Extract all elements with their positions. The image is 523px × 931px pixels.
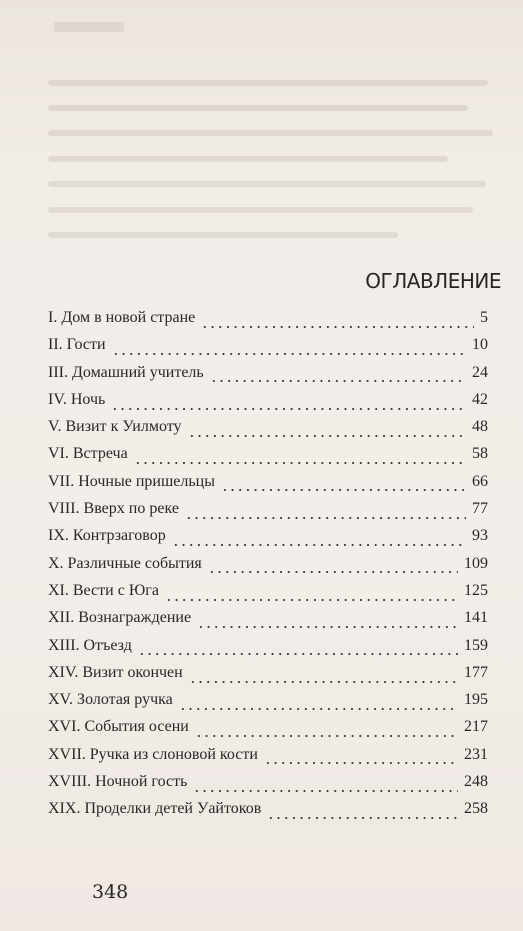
dot-leader bbox=[179, 708, 458, 710]
toc-entry bbox=[48, 637, 488, 664]
toc-entry-page: 77 bbox=[472, 500, 488, 518]
dot-leader bbox=[185, 517, 466, 519]
toc-entry-title: X. Различные события bbox=[48, 554, 202, 572]
table-of-contents bbox=[48, 309, 488, 828]
dot-leader bbox=[210, 380, 466, 382]
toc-entry-title: II. Гости bbox=[48, 336, 106, 354]
toc-entry bbox=[48, 364, 488, 391]
dot-leader bbox=[208, 571, 458, 573]
toc-entry bbox=[48, 309, 488, 336]
dot-leader bbox=[193, 790, 458, 792]
toc-entry-title: VI. Встреча bbox=[48, 445, 128, 463]
toc-entry-title: XVI. События осени bbox=[48, 718, 189, 736]
toc-entry-title: XV. Золотая ручка bbox=[48, 691, 173, 709]
dot-leader bbox=[172, 544, 466, 546]
toc-entry-title: IV. Ночь bbox=[48, 390, 106, 408]
toc-entry-page: 5 bbox=[480, 309, 488, 326]
toc-entry-title: I. Дом в новой стране bbox=[48, 309, 196, 326]
toc-entry bbox=[48, 445, 488, 472]
toc-entry-page: 93 bbox=[472, 527, 488, 545]
dot-leader bbox=[112, 353, 466, 355]
toc-entry bbox=[48, 555, 488, 582]
dot-leader bbox=[195, 735, 458, 737]
toc-entry bbox=[48, 773, 488, 800]
toc-entry-page: 125 bbox=[464, 581, 488, 599]
dot-leader bbox=[201, 326, 474, 328]
toc-entry-page: 42 bbox=[472, 390, 488, 408]
toc-entry-page: 141 bbox=[464, 609, 488, 627]
dot-leader bbox=[134, 462, 466, 464]
dot-leader bbox=[188, 435, 466, 437]
toc-entry-page: 10 bbox=[472, 336, 488, 354]
toc-entry-page: 58 bbox=[472, 445, 488, 463]
toc-entry-page: 109 bbox=[464, 554, 488, 572]
dot-leader bbox=[197, 626, 458, 628]
toc-entry bbox=[48, 800, 488, 827]
toc-entry bbox=[48, 391, 488, 418]
show-through-text bbox=[48, 10, 508, 250]
toc-entry bbox=[48, 609, 488, 636]
toc-entry-title: XVII. Ручка из слоновой кости bbox=[48, 745, 258, 763]
toc-entry bbox=[48, 691, 488, 718]
dot-leader bbox=[267, 817, 458, 819]
toc-entry-page: 159 bbox=[464, 636, 488, 654]
toc-entry-title: XIV. Визит окончен bbox=[48, 663, 183, 681]
toc-entry bbox=[48, 527, 488, 554]
toc-entry-page: 217 bbox=[464, 718, 488, 736]
toc-entry-page: 248 bbox=[464, 773, 488, 791]
dot-leader bbox=[138, 653, 458, 655]
toc-entry-page: 258 bbox=[464, 800, 488, 818]
toc-entry bbox=[48, 500, 488, 527]
toc-entry-title: V. Визит к Уилмоту bbox=[48, 418, 182, 436]
toc-entry-page: 195 bbox=[464, 691, 488, 709]
toc-entry bbox=[48, 718, 488, 745]
page-number: 348 bbox=[92, 881, 129, 903]
toc-entry-page: 177 bbox=[464, 663, 488, 681]
toc-entry bbox=[48, 473, 488, 500]
toc-entry-page: 66 bbox=[472, 472, 488, 490]
toc-entry-page: 231 bbox=[464, 745, 488, 763]
toc-entry bbox=[48, 582, 488, 609]
toc-entry-title: XVIII. Ночной гость bbox=[48, 773, 188, 791]
page-title: оглавление bbox=[365, 261, 501, 295]
toc-entry-title: XIII. Отъезд bbox=[48, 636, 132, 654]
dot-leader bbox=[264, 762, 458, 764]
dot-leader bbox=[165, 599, 458, 601]
toc-entry-page: 48 bbox=[472, 418, 488, 436]
toc-entry-page: 24 bbox=[472, 363, 488, 381]
toc-entry-title: XII. Вознаграждение bbox=[48, 609, 192, 627]
toc-entry-title: IX. Контрзаговор bbox=[48, 527, 166, 545]
toc-entry-title: III. Домашний учитель bbox=[48, 363, 204, 381]
toc-entry bbox=[48, 664, 488, 691]
dot-leader bbox=[221, 489, 466, 491]
toc-entry bbox=[48, 418, 488, 445]
dot-leader bbox=[111, 408, 466, 410]
dot-leader bbox=[189, 681, 458, 683]
toc-entry-title: VII. Ночные пришельцы bbox=[48, 472, 215, 490]
toc-entry-title: XI. Вести с Юга bbox=[48, 581, 159, 599]
toc-entry bbox=[48, 746, 488, 773]
toc-entry bbox=[48, 336, 488, 363]
toc-entry-title: VIII. Вверх по реке bbox=[48, 500, 179, 518]
toc-entry-title: XIX. Проделки детей Уайтоков bbox=[48, 800, 262, 818]
